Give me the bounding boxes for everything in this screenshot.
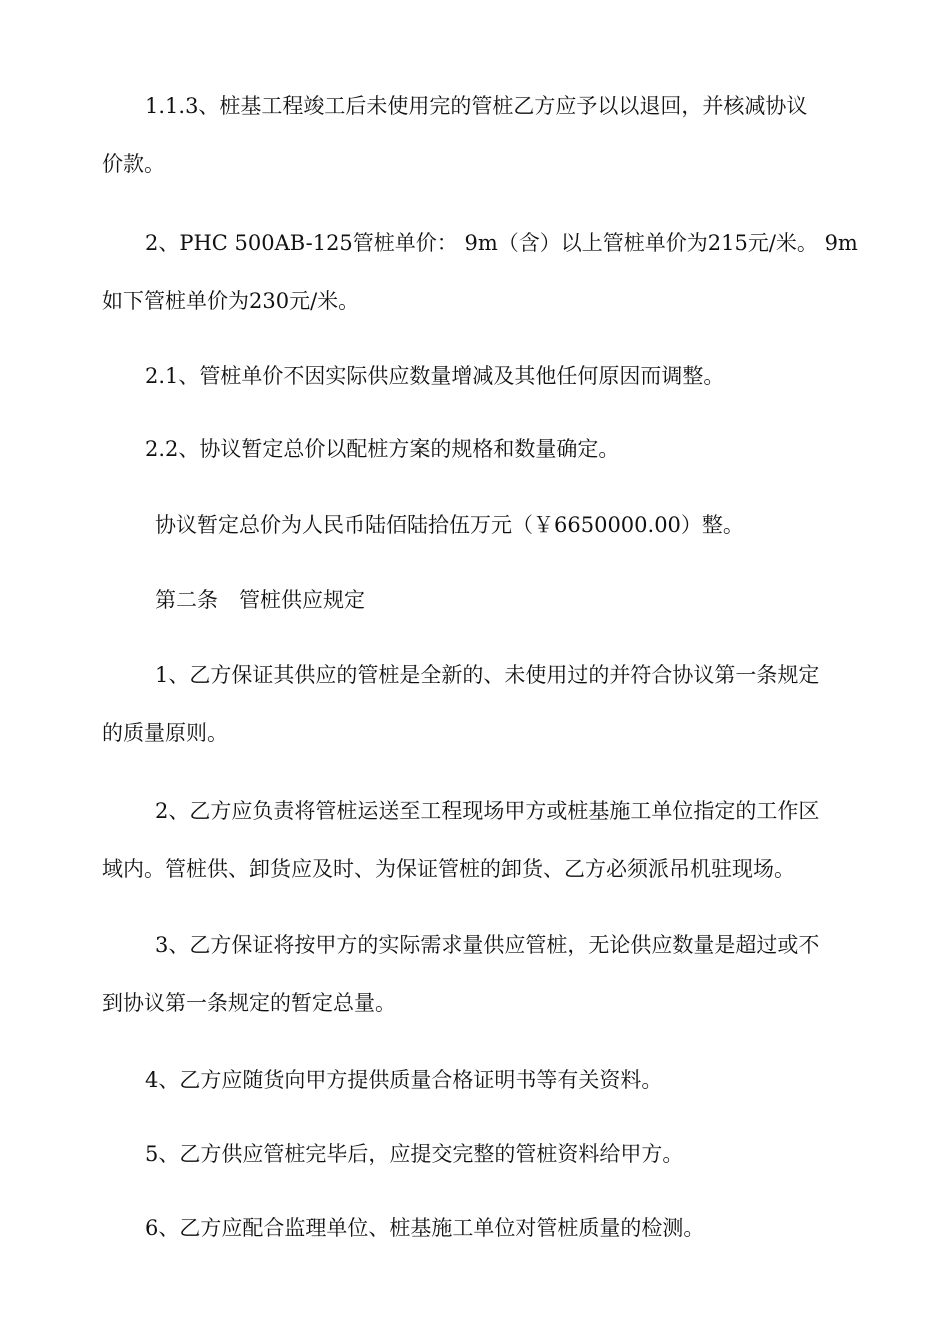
supply-1-line-1: 1、乙方保证其供应的管桩是全新的、未使用过的并符合协议第一条规定	[155, 663, 820, 687]
total-price: 协议暂定总价为人民币陆佰陆拾伍万元（￥6650000.00）整。	[155, 513, 744, 537]
supply-3-line-2: 到协议第一条规定的暂定总量。	[102, 991, 396, 1015]
supply-6: 6、乙方应配合监理单位、桩基施工单位对管桩质量的检测。	[145, 1216, 705, 1240]
supply-5: 5、乙方供应管桩完毕后，应提交完整的管桩资料给甲方。	[145, 1142, 684, 1166]
clause-2-price-line-1: 2、PHC 500AB-125管桩单价： 9m（含）以上管桩单价为215元/米。 9m	[145, 231, 858, 255]
supply-4: 4、乙方应随货向甲方提供质量合格证明书等有关资料。	[145, 1068, 663, 1092]
clause-2-2: 2.2、协议暂定总价以配桩方案的规格和数量确定。	[145, 437, 620, 461]
clause-1-1-3-line-2: 价款。	[102, 152, 165, 176]
clause-2-price-line-2: 如下管桩单价为230元/米。	[102, 289, 360, 313]
supply-1-line-2: 的质量原则。	[102, 721, 228, 745]
clause-2-1: 2.1、管桩单价不因实际供应数量增减及其他任何原因而调整。	[145, 364, 725, 388]
article-2-heading: 第二条 管桩供应规定	[155, 588, 365, 612]
supply-2-line-1: 2、乙方应负责将管桩运送至工程现场甲方或桩基施工单位指定的工作区	[155, 799, 820, 823]
supply-3-line-1: 3、乙方保证将按甲方的实际需求量供应管桩，无论供应数量是超过或不	[155, 933, 820, 957]
clause-1-1-3-line-1: 1.1.3、桩基工程竣工后未使用完的管桩乙方应予以以退回，并核减协议	[145, 94, 808, 118]
supply-2-line-2: 域内。管桩供、卸货应及时、为保证管桩的卸货、乙方必须派吊机驻现场。	[102, 857, 795, 881]
